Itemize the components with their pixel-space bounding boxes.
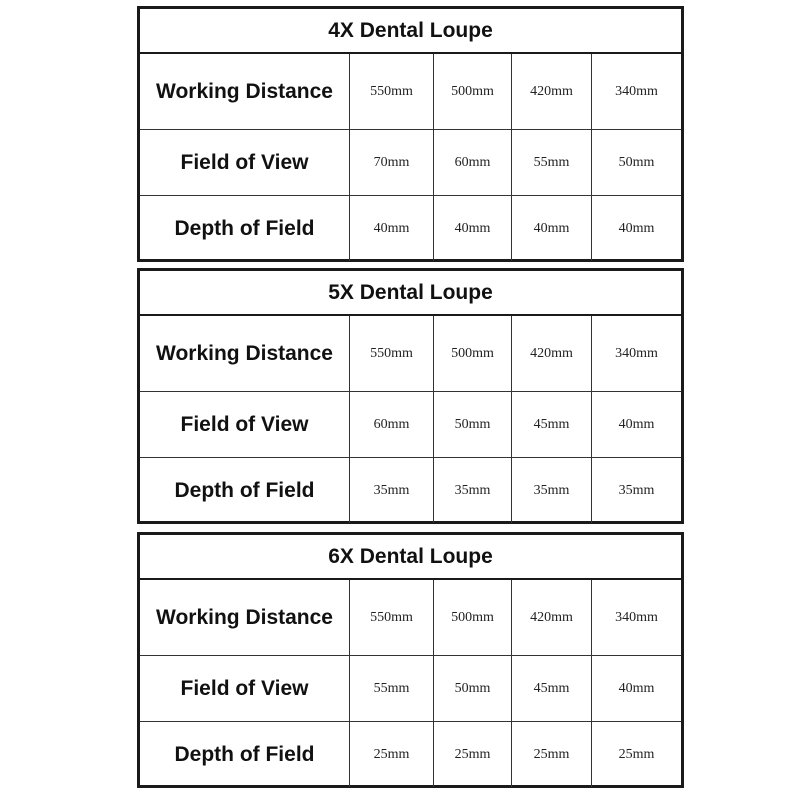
table-cell: 35mm bbox=[350, 458, 434, 523]
table-cell: 60mm bbox=[434, 130, 512, 195]
table-row-depth-of-field bbox=[140, 722, 681, 787]
row-label: Working Distance bbox=[140, 54, 350, 129]
table-cell: 40mm bbox=[512, 196, 592, 261]
table-cell: 25mm bbox=[512, 722, 592, 787]
table-row-field-of-view bbox=[140, 130, 681, 196]
table-row-field-of-view bbox=[140, 392, 681, 458]
table-cell: 35mm bbox=[512, 458, 592, 523]
table-cell: 550mm bbox=[350, 580, 434, 655]
table-cell: 420mm bbox=[512, 54, 592, 129]
table-cell: 25mm bbox=[434, 722, 512, 787]
table-cell: 55mm bbox=[350, 656, 434, 721]
table-cell: 340mm bbox=[615, 83, 658, 99]
table-cell: 55mm bbox=[512, 130, 592, 195]
table-cell: 420mm bbox=[512, 580, 592, 655]
table-cell: 40mm bbox=[350, 196, 434, 261]
table-cell: 500mm bbox=[434, 316, 512, 391]
table-cell: 45mm bbox=[512, 656, 592, 721]
loupe-table-6x bbox=[137, 532, 684, 788]
table-cell: 60mm bbox=[350, 392, 434, 457]
table-row-working-distance bbox=[140, 316, 681, 392]
table-row-working-distance bbox=[140, 54, 681, 130]
table-row-depth-of-field bbox=[140, 458, 681, 523]
loupe-table-5x bbox=[137, 268, 684, 524]
row-label: Depth of Field bbox=[140, 458, 350, 523]
table-cell: 500mm bbox=[434, 54, 512, 129]
table-cell: 35mm bbox=[618, 482, 655, 498]
table-title: 5X Dental Loupe bbox=[140, 271, 681, 316]
loupe-table-4x bbox=[137, 6, 684, 262]
row-label: Working Distance bbox=[140, 316, 350, 391]
table-row-working-distance bbox=[140, 580, 681, 656]
row-label: Field of View bbox=[140, 656, 350, 721]
table-cell: 420mm bbox=[512, 316, 592, 391]
table-cell: 45mm bbox=[512, 392, 592, 457]
table-cell: 40mm bbox=[618, 416, 655, 432]
table-cell: 340mm bbox=[615, 609, 658, 625]
table-title: 4X Dental Loupe bbox=[140, 9, 681, 54]
table-cell: 550mm bbox=[350, 54, 434, 129]
table-row-field-of-view bbox=[140, 656, 681, 722]
row-label: Depth of Field bbox=[140, 722, 350, 787]
row-label: Field of View bbox=[140, 392, 350, 457]
table-cell: 50mm bbox=[434, 656, 512, 721]
table-cell: 70mm bbox=[350, 130, 434, 195]
table-cell: 40mm bbox=[618, 220, 655, 236]
row-label: Field of View bbox=[140, 130, 350, 195]
row-label: Depth of Field bbox=[140, 196, 350, 261]
table-cell: 50mm bbox=[434, 392, 512, 457]
table-cell: 40mm bbox=[434, 196, 512, 261]
table-title: 6X Dental Loupe bbox=[140, 535, 681, 580]
table-cell: 35mm bbox=[434, 458, 512, 523]
table-cell: 40mm bbox=[618, 680, 655, 696]
table-cell: 550mm bbox=[350, 316, 434, 391]
table-cell: 50mm bbox=[618, 154, 655, 170]
table-cell: 340mm bbox=[615, 345, 658, 361]
row-label: Working Distance bbox=[140, 580, 350, 655]
table-cell: 500mm bbox=[434, 580, 512, 655]
table-cell: 25mm bbox=[618, 746, 655, 762]
table-row-depth-of-field bbox=[140, 196, 681, 261]
table-cell: 25mm bbox=[350, 722, 434, 787]
